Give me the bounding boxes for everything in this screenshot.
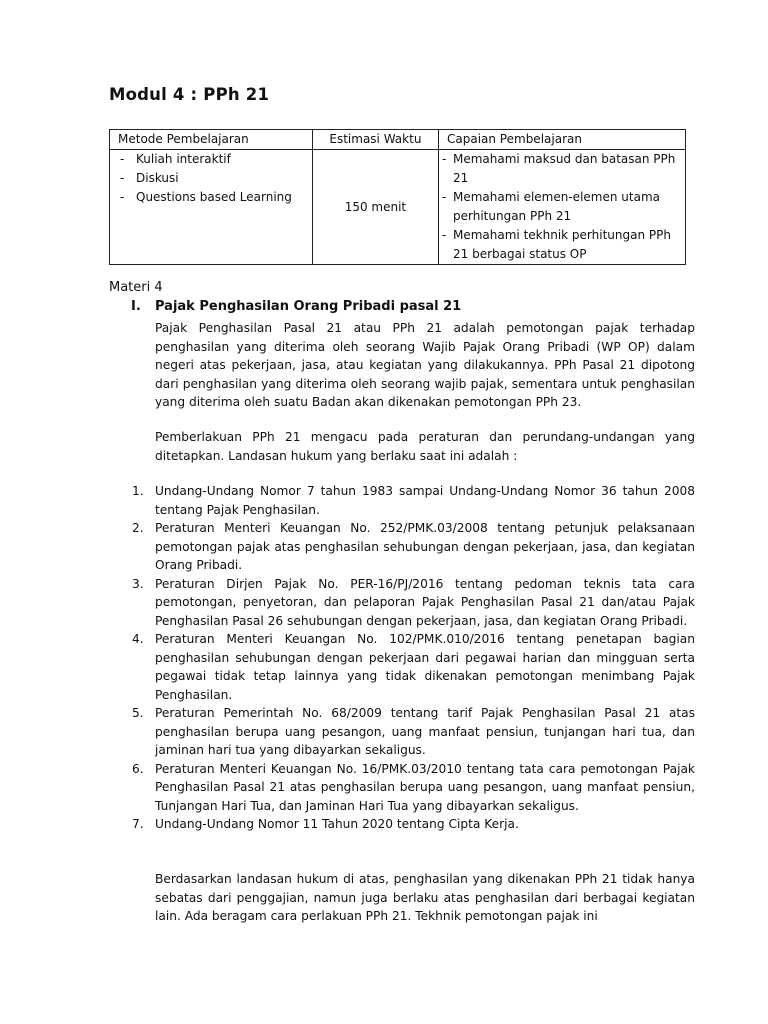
table-header-row <box>110 130 686 150</box>
item-text: Peraturan Dirjen Pajak No. PER-16/PJ/2016 tentang pedoman teknis tata cara pemotongan, penyetoran, dan pelaporan Pajak Penghasilan Pasal 21 dan/atau Pajak Penghasilan Pasal 26 sehubungan dengan pekerjaan, jasa, dan kegiatan Orang Pribadi. <box>155 576 695 628</box>
item-text: Undang-Undang Nomor 7 tahun 1983 sampai Undang-Undang Nomor 36 tahun 2008 tentang Pajak Penghasilan. <box>155 484 695 517</box>
item-number: 6. <box>132 761 144 776</box>
list-item <box>132 519 695 575</box>
list-item <box>132 482 695 519</box>
outcomes-list <box>439 150 685 264</box>
item-number: 5. <box>132 706 144 720</box>
learning-table <box>109 129 686 265</box>
section-number: I. <box>131 299 141 314</box>
paragraph-definition: Pajak Penghasilan Pasal 21 atau PPh 21 adalah pemotongan pajak terhadap penghasilan yang diterima oleh seorang Wajib Pajak Orang Pribadi (WP OP) dalam negeri atas pekerjaan, jasa, atau kegiatan yang dilakukannya. PPh Pasal 21 dipotong dari penghasilan yang diterima oleh seorang wajib pajak, sementara untuk penghasilan yang diterima oleh suatu Badan akan dikenakan pemotongan PPh 23. <box>155 321 695 409</box>
list-item <box>132 575 695 631</box>
list-item: - Kuliah interaktif <box>120 150 312 169</box>
section-title: Pajak Penghasilan Orang Pribadi pasal 21 <box>155 299 462 314</box>
item-text: Peraturan Menteri Keuangan No. 252/PMK.03/2008 tentang petunjuk pelaksanaan pemotongan pajak atas penghasilan sehubungan dengan pekerjaan, jasa, dan kegiatan Orang Pribadi. <box>155 521 695 572</box>
item-text: Undang-Undang Nomor 11 Tahun 2020 tentang Cipta Kerja. <box>155 817 519 831</box>
methods-cell <box>110 150 313 265</box>
item-number: 1. <box>132 484 144 498</box>
list-item <box>132 704 695 760</box>
item-number: 3. <box>132 576 144 591</box>
list-item: - Questions based Learning <box>120 188 312 207</box>
list-item <box>132 815 695 834</box>
list-item: - Memahami elemen-elemen utama perhitungan PPh 21 <box>439 188 685 226</box>
list-item <box>132 760 695 816</box>
law-list <box>132 482 695 834</box>
table-row <box>110 150 686 265</box>
list-item: - Memahami maksud dan batasan PPh 21 <box>439 150 685 188</box>
item-text: Peraturan Pemerintah No. 68/2009 tentang tarif Pajak Penghasilan Pasal 21 atas penghasilan berupa uang pesangon, uang manfaat pensiun, tunjangan hari tua, dan jaminan hari tua yang dibayarkan sekaligus. <box>155 706 695 757</box>
list-item: - Diskusi <box>120 169 312 188</box>
time-cell: 150 menit <box>312 150 438 265</box>
list-item <box>132 630 695 704</box>
item-number: 2. <box>132 521 144 535</box>
paragraph-conclusion: Berdasarkan landasan hukum di atas, penghasilan yang dikenakan PPh 21 tidak hanya sebatas dari penggajian, namun juga berlaku atas penghasilan dari berbagai kegiatan lain. Ada beragam cara perlakuan PPh 21. Tekhnik pemotongan pajak ini <box>155 872 695 923</box>
header-outcome: Capaian Pembelajaran <box>439 130 686 150</box>
materi-label: Materi 4 <box>109 280 163 295</box>
page-title: Modul 4 : PPh 21 <box>109 85 270 104</box>
outcomes-cell <box>439 150 686 265</box>
paragraph-legal-basis: Pemberlakuan PPh 21 mengacu pada peraturan dan perundang-undangan yang ditetapkan. Landasan hukum yang berlaku saat ini adalah : <box>155 430 695 463</box>
item-text: Peraturan Menteri Keuangan No. 16/PMK.03/2010 tentang tata cara pemotongan Pajak Penghasilan Pasal 21 atas penghasilan berupa uang pesangon, uang manfaat pensiun, Tunjangan Hari Tua, dan Jaminan Hari Tua yang dibayarkan sekaligus. <box>155 761 695 813</box>
list-item: - Memahami tekhnik perhitungan PPh 21 berbagai status OP <box>439 226 685 264</box>
header-method: Metode Pembelajaran <box>110 130 313 150</box>
header-time: Estimasi Waktu <box>312 130 438 150</box>
item-text: Peraturan Menteri Keuangan No. 102/PMK.010/2016 tentang penetapan bagian penghasilan sehubungan dengan pekerjaan dari pegawai harian dan mingguan serta pegawai tidak tetap lainnya yang tidak dikenakan pemotongan menimbang Pajak Penghasilan. <box>155 632 695 702</box>
item-number: 7. <box>132 817 144 831</box>
item-number: 4. <box>132 632 144 646</box>
methods-list <box>120 150 312 207</box>
